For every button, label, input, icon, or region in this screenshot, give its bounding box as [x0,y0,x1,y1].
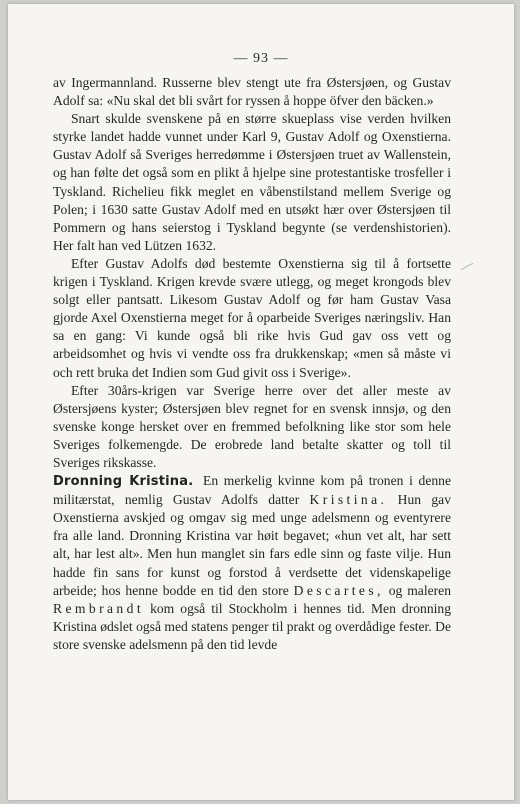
margin-pencil-mark [461,263,474,270]
paragraph-5 [53,472,451,654]
name-descartes: Descartes, [293,582,384,598]
page-number: — 93 — [233,51,289,66]
paragraph-5-part-1: En merkelig kvinne kom på tronen i denne militærstat, nemlig Gustav Adolfs datter [53,473,451,508]
section-heading: Dronning Kristina. [53,474,194,490]
paragraph-1: av Ingermannland. Russerne blev stengt ute fra Østersjøen, og Gustav Adolf sa: «Nu skal det bli svårt for ryssen å hoppe öfver den bäcken.» [53,75,451,109]
paragraph-5-part-2: Hun gav Oxenstierna avskjed og omgav sig med unge adelsmenn og eventyrere fra alle land. Dronning Kristina var høit begavet; «hun vet alt, har sett alt, har lest alt». Men hun manglet sin fars edle sinn og faste vilje. Hun hadde fin sans for kunst og forstod å verdsette det videnskapelige arbeide; hos henne bodde en tid den store [53,492,451,598]
paragraph-3: Efter Gustav Adolfs død bestemte Oxenstierna sig til å fortsette krigen i Tyskland. Krigen krevde svære utlegg, og meget krongods blev solgt eller pantsatt. Likesom Gustav Adolf og før ham Gustav Vasa gjorde Axel Oxenstierna meget for å oparbeide Sveriges næringsliv. Han sa en gang: Vi kunde også bli rike hvis Gud gav oss vett og arbeidsomhet og hvis vi vendte oss fra drukkenskap; «men så måste vi och rett bruka det Indien som Gud givit oss i Sverige». [53,255,451,380]
paragraph-5-part-4: kom også til Stockholm i hennes tid. Men dronning Kristina ødslet også med statens penger til prakt og overdådige fester. De store svenske adelsmenn på den tid levde [53,600,451,652]
paragraph-4: Efter 30års-krigen var Sverige herre over det aller meste av Østersjøens kyster; Østersjøen blev regnet for en svensk innsjø, og den svenske konge hersket over en fremmed befolkning like stor som hele Sveriges folkemengde. De erobrede land betalte skatter og toll til Sveriges rikskasse. [53,382,451,470]
book-page [8,4,514,800]
name-rembrandt: Rembrandt [53,600,145,616]
paragraph-5-part-3: og maleren [388,582,451,598]
name-kristina: Kristina. [309,492,388,508]
paragraph-2: Snart skulde svenskene på en større skueplass vise verden hvilken styrke landet hadde vunnet under Karl 9, Gustav Adolf og Oxenstierna. Gustav Adolf så Sveriges herredømme i Østersjøen truet av Wallenstein, og han følte det også som en plikt å hjelpe sine protestantiske trosfeller i Tyskland. Richelieu fikk meglet en våbenstilstand mellem Sverige og Polen; i 1630 satte Gustav Adolf med en utsøkt hær over Østersjøen til Pommern og hans seierstog i Tyskland begynte (se verdenshistorien). Her falt han ved Lützen 1632. [53,111,451,253]
body-text [53,74,451,654]
